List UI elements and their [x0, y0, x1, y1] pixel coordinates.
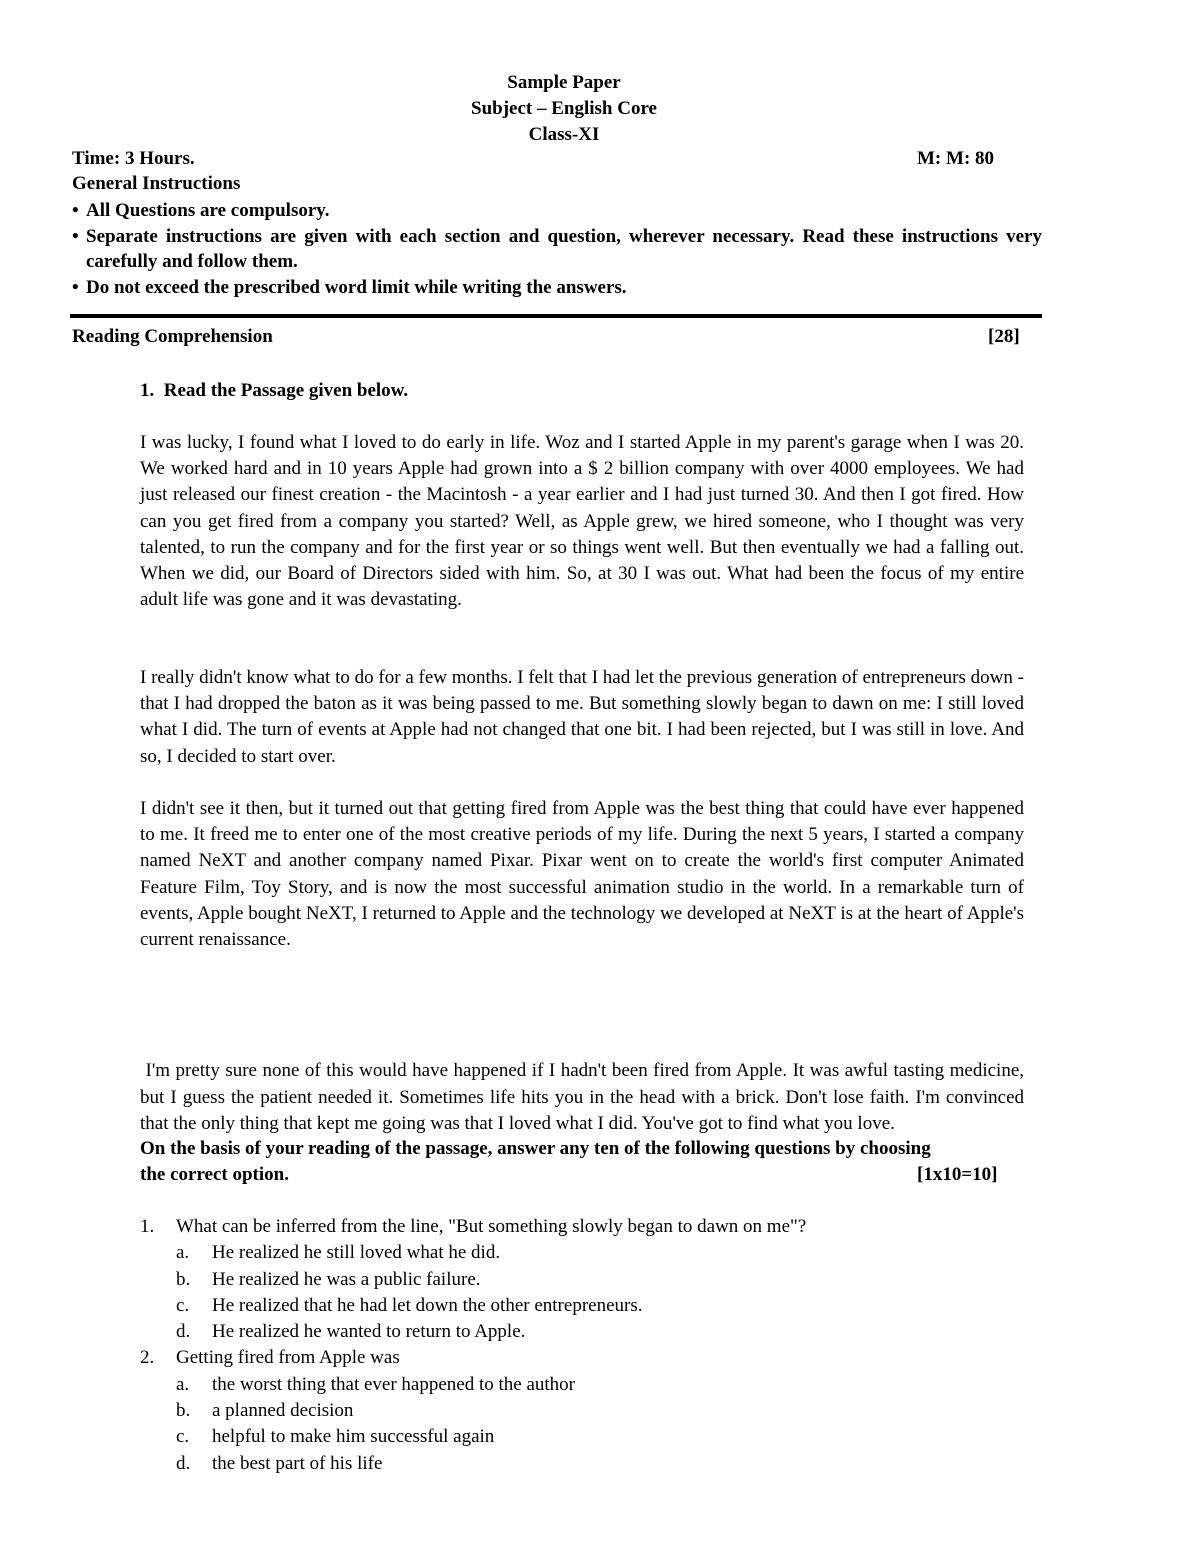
option-letter: c. [176, 1426, 190, 1448]
instruction-item [72, 198, 1042, 223]
option-letter: b. [176, 1400, 191, 1422]
option-row [140, 1451, 1024, 1477]
section-marks: [28] [988, 326, 1020, 347]
option-text: helpful to make him successful again [212, 1426, 495, 1448]
option-row [140, 1293, 1024, 1319]
question-number: 2. [140, 1347, 155, 1369]
paper-title: Sample Paper [507, 72, 621, 93]
instruction-item [72, 224, 1042, 274]
option-letter: d. [176, 1321, 191, 1343]
question-one-label: 1. Read the Passage given below. [140, 380, 409, 401]
question-list [140, 1214, 1024, 1477]
instruction-text: Do not exceed the prescribed word limit while writing the answers. [86, 277, 627, 298]
option-text: He realized he still loved what he did. [212, 1242, 501, 1264]
instructions-heading: General Instructions [72, 173, 241, 194]
bullet-icon: • [72, 226, 79, 247]
option-text: the worst thing that ever happened to the author [212, 1373, 576, 1395]
question-text: Getting fired from Apple was [176, 1347, 400, 1369]
option-letter: c. [176, 1294, 190, 1316]
passage-text: I'm pretty sure none of this would have happened if I hadn't been fired from Apple. It was awful tasting medicine, but I guess the patient needed it. Sometimes life hits you in the head with a brick. Don't lose faith. I'm convinced that the only thing that kept me going was that I loved what I did. You've got to find what you love. [140, 1060, 1029, 1134]
instruction-item [72, 275, 1042, 300]
bullet-icon: • [72, 200, 79, 221]
option-letter: a. [176, 1242, 190, 1264]
question-item [140, 1214, 1024, 1240]
instruction-text: All Questions are compulsory. [86, 200, 330, 221]
max-marks-label: M: M: 80 [917, 148, 995, 169]
mcq-instruction-line2: the correct option. [140, 1164, 289, 1185]
mcq-marks: [1x10=10] [917, 1164, 998, 1185]
option-text: He realized he wanted to return to Apple. [212, 1321, 526, 1343]
option-row [140, 1372, 1024, 1398]
option-letter: d. [176, 1452, 191, 1474]
mcq-instruction-line1: On the basis of your reading of the passage, answer any ten of the following questions by choosing [140, 1138, 931, 1159]
subject-title: Subject – English Core [471, 98, 657, 119]
passage-paragraph-2 [140, 665, 1024, 770]
question-item [140, 1345, 1024, 1371]
option-letter: a. [176, 1373, 190, 1395]
question-text: What can be inferred from the line, "But something slowly began to dawn on me"? [176, 1216, 807, 1237]
passage-text: I was lucky, I found what I loved to do early in life. Woz and I started Apple in my parent's garage when I was 20. We worked hard and in 10 years Apple had grown into a $ 2 billion company with over 4000 employees. We had just released our finest creation - the Macintosh - a year earlier and I had just turned 30. And then I got fired. How can you get fired from a company you started? Well, as Apple grew, we hired someone, who I thought was very talented, to run the company and for the first year or so things went well. But then eventually we had a falling out. When we did, our Board of Directors sided with him. So, at 30 I was out. What had been the focus of my entire adult life was gone and it was devastating. [140, 432, 1024, 611]
instructions-list [72, 198, 1042, 300]
bullet-icon: • [72, 277, 79, 298]
section-divider [70, 314, 1042, 318]
passage-text: I didn't see it then, but it turned out that getting fired from Apple was the best thing that could have ever happened to me. It freed me to enter one of the most creative periods of my life. During the next 5 years, I started a company named NeXT and another company named Pixar. Pixar went on to create the world's first computer Animated Feature Film, Toy Story, and is now the most successful animation studio in the world. In a remarkable turn of events, Apple bought NeXT, I returned to Apple and the technology we developed at NeXT is at the heart of Apple's current renaissance. [140, 798, 1024, 951]
section-title: Reading Comprehension [72, 326, 273, 347]
option-text: He realized that he had let down the other entrepreneurs. [212, 1294, 643, 1316]
option-row [140, 1424, 1024, 1450]
option-letter: b. [176, 1268, 191, 1290]
option-row [140, 1267, 1024, 1293]
option-text: He realized he was a public failure. [212, 1268, 481, 1290]
option-text: the best part of his life [212, 1452, 383, 1474]
class-title: Class-XI [528, 124, 600, 145]
time-label: Time: 3 Hours. [72, 148, 195, 169]
option-row [140, 1398, 1024, 1424]
option-text: a planned decision [212, 1400, 354, 1422]
option-row [140, 1240, 1024, 1266]
instruction-text: Separate instructions are given with each section and question, wherever necessary. Read these instructions very carefully and follow them. [86, 226, 1042, 272]
passage-paragraph-1 [140, 430, 1024, 613]
option-row [140, 1319, 1024, 1345]
passage-paragraph-3 [140, 796, 1024, 953]
question-number: 1. [140, 1216, 155, 1237]
passage-text: I really didn't know what to do for a few months. I felt that I had let the previous generation of entrepreneurs down - that I had dropped the baton as it was being passed to me. But something slowly began to dawn on me: I still loved what I did. The turn of events at Apple had not changed that one bit. I had been rejected, but I was still in love. And so, I decided to start over. [140, 667, 1024, 767]
